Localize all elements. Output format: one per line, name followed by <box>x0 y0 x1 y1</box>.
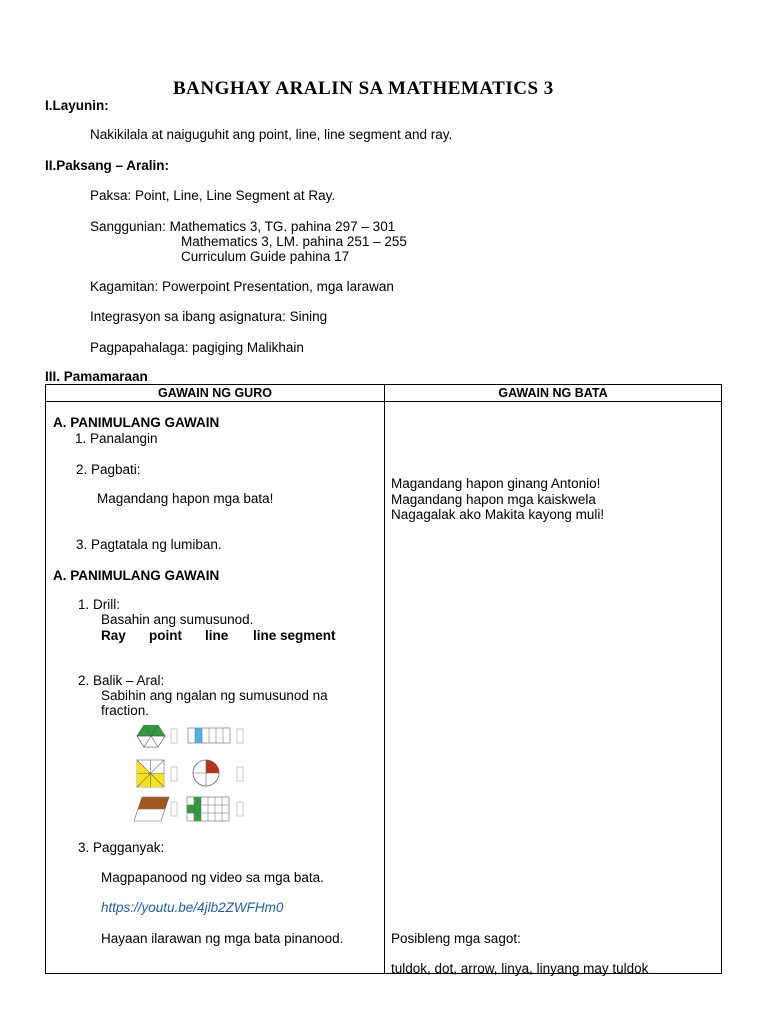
drill-word-line-segment: line segment <box>253 628 336 643</box>
drill-item: 1. Drill: <box>78 597 121 612</box>
balik-aral-item: 2. Balik – Aral: <box>78 673 165 688</box>
paksa-text: Paksa: Point, Line, Line Segment at Ray. <box>90 188 336 203</box>
parallelogram-fraction-icon <box>134 797 169 821</box>
integrasyon-text: Integrasyon sa ibang asignatura: Sining <box>90 309 328 324</box>
section-panimulang-gawain-2: A. PANIMULANG GAWAIN <box>53 568 220 583</box>
pagbati-item: 2. Pagbati: <box>76 462 141 477</box>
fraction-pictures <box>134 725 259 825</box>
pagtatala-item: 3. Pagtatala ng lumiban. <box>76 537 222 552</box>
drill-instruction: Basahin ang sumusunod. <box>101 612 254 627</box>
section-panimulang-gawain-1: A. PANIMULANG GAWAIN <box>53 415 220 430</box>
posibleng-sagot-label: Posibleng mga sagot: <box>391 931 521 946</box>
pamamaraan-heading: III. Pamamaraan <box>45 369 148 384</box>
kagamitan-text: Kagamitan: Powerpoint Presentation, mga larawan <box>90 279 394 294</box>
layunin-heading: I.Layunin: <box>45 98 109 113</box>
square-fraction-icon <box>137 760 164 787</box>
sanggunian-line-1: Sanggunian: Mathematics 3, TG. pahina 297 – 301 <box>90 219 396 234</box>
column-header-bata: GAWAIN NG BATA <box>498 386 608 400</box>
pagganyak-item: 3. Pagganyak: <box>78 840 165 855</box>
drill-words <box>101 628 336 643</box>
table-header-divider <box>46 401 721 402</box>
column-header-guro: GAWAIN NG GURO <box>158 386 272 400</box>
panalangin-item: 1. Panalangin <box>75 431 158 446</box>
hayaan-instruction: Hayaan ilarawan ng mga bata pinanood. <box>101 931 344 946</box>
paksang-aralin-heading: II.Paksang – Aralin: <box>45 158 170 173</box>
balik-aral-instruction-2: fraction. <box>101 703 150 718</box>
page-title: BANGHAY ARALIN SA MATHEMATICS 3 <box>173 78 554 99</box>
drill-word-line: line <box>205 628 229 643</box>
balik-aral-instruction-1: Sabihin ang ngalan ng sumusunod na <box>101 688 328 703</box>
layunin-text: Nakikilala at naiguguhit ang point, line, line segment and ray. <box>90 127 453 142</box>
drill-word-point: point <box>149 628 182 643</box>
circle-fraction-icon <box>193 760 219 786</box>
bata-bati-line-3: Nagagalak ako Makita kayong muli! <box>391 507 605 522</box>
video-instruction: Magpapanood ng video sa mga bata. <box>101 870 324 885</box>
bata-bati-line-1: Magandang hapon ginang Antonio! <box>391 476 601 491</box>
strip-fraction-icon <box>188 728 230 743</box>
hexagon-fraction-icon <box>137 725 165 747</box>
sagot-text: tuldok, dot, arrow, linya, linyang may tuldok <box>391 961 649 976</box>
guro-bati-text: Magandang hapon mga bata! <box>97 491 274 506</box>
grid-fraction-icon <box>187 797 229 821</box>
drill-word-ray: Ray <box>101 628 126 643</box>
sanggunian-line-3: Curriculum Guide pahina 17 <box>181 249 350 264</box>
table-column-divider <box>384 385 385 973</box>
bata-bati-line-2: Magandang hapon mga kaiskwela <box>391 492 596 507</box>
sanggunian-line-2: Mathematics 3, LM. pahina 251 – 255 <box>181 234 407 249</box>
pamamaraan-table <box>45 384 722 974</box>
pagpapahalaga-text: Pagpapahalaga: pagiging Malikhain <box>90 340 304 355</box>
video-link[interactable]: https://youtu.be/4jlb2ZWFHm0 <box>101 900 284 915</box>
